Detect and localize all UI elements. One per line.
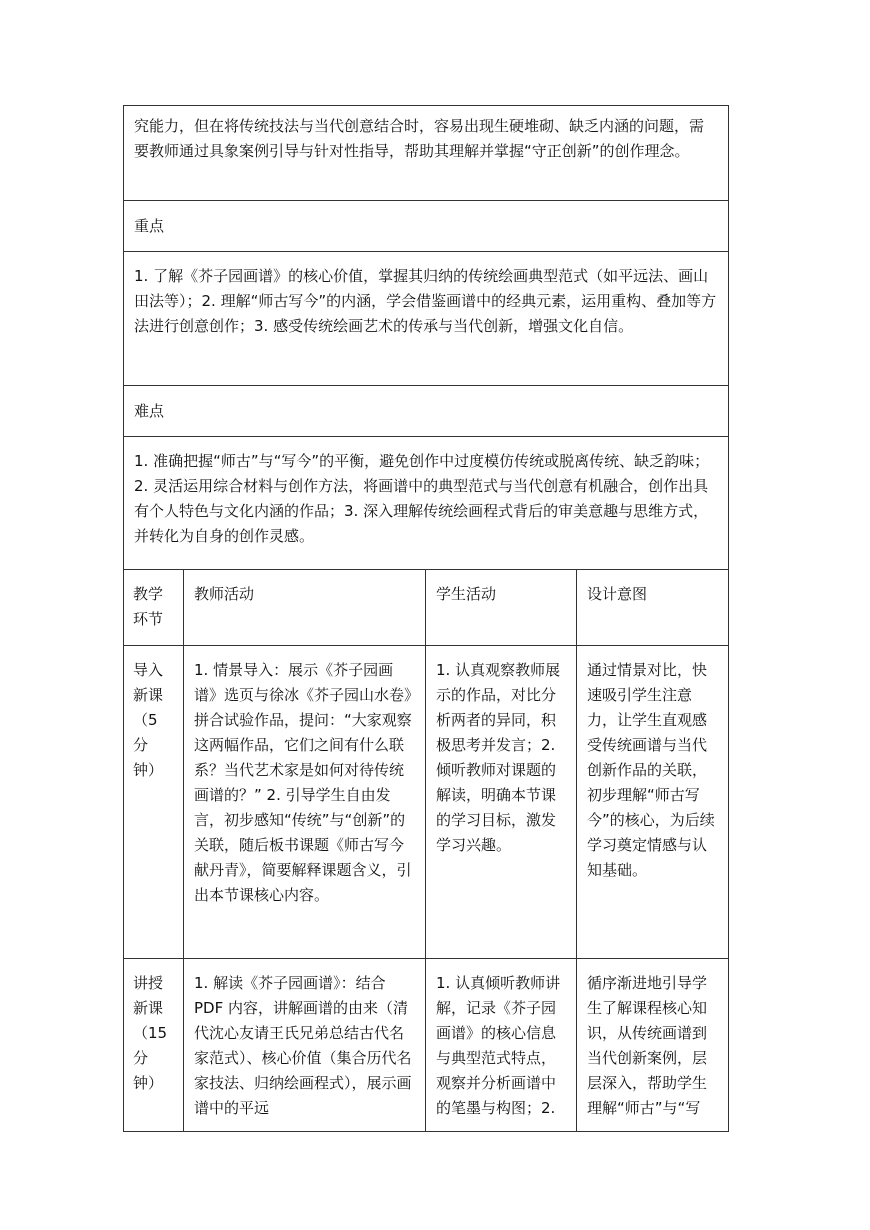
design-intent-cell [577, 646, 729, 959]
teacher-activity: 1. 解读《芥子园画谱》：结合 PDF 内容，讲解画谱的由来（清代沈心友请王氏兄弟总结古代名家范式）、核心价值（集合历代名家技法、归纳绘画程式），展示画谱中的平远 [194, 974, 412, 1117]
lesson-plan-table [123, 105, 729, 1132]
difficulties-text-cell [124, 437, 729, 570]
header-teacher: 教师活动 [194, 585, 255, 603]
header-student: 学生活动 [436, 585, 497, 603]
teacher-activity-cell [184, 959, 426, 1132]
difficulties-label-row [124, 386, 729, 437]
header-intent-cell [577, 570, 729, 646]
analysis-text-row [124, 106, 729, 201]
difficulties-label-cell [124, 386, 729, 437]
key-points-text-row [124, 252, 729, 386]
key-points-label-row [124, 201, 729, 252]
stage-label: 讲授 新课 （15 分 钟） [133, 974, 168, 1092]
student-activity-cell [426, 959, 577, 1132]
table-row [124, 959, 729, 1132]
stage-cell [124, 959, 184, 1132]
key-points-label-cell [124, 201, 729, 252]
design-intent: 循序渐进地引导学生了解课程核心知识，从传统画谱到当代创新案例，层层深入，帮助学生理解“师古”与“写 [587, 974, 708, 1117]
analysis-text-cell [124, 106, 729, 201]
teacher-activity: 1. 情景导入：展示《芥子园画谱》选页与徐冰《芥子园山水卷》拼合试验作品，提问：“大家观察这两幅作品，它们之间有什么联系？当代艺术家是如何对待传统画谱的？” 2. 引导学生自由发言，初步感知“传统”与“创新”的关联，随后板书课题《师古写今献丹青》，简要解释课题含义，引出本节课核心内容。 [194, 661, 412, 904]
difficulties-text: 1. 准确把握“师古”与“写今”的平衡，避免创作中过度模仿传统或脱离传统、缺乏韵味；2. 灵活运用综合材料与创作方法，将画谱中的典型范式与当代创意有机融合，创作出具有个人特色与文化内涵的作品；3. 深入理解传统绘画程式背后的审美意趣与思维方式，并转化为自身的创作灵感。 [134, 452, 710, 545]
design-intent-cell [577, 959, 729, 1132]
key-points-text-cell [124, 252, 729, 386]
design-intent: 通过情景对比，快速吸引学生注意力，让学生直观感受传统画谱与当代创新作品的关联，初步理解“师古写今”的核心，为后续学习奠定情感与认知基础。 [587, 661, 715, 879]
student-activity: 1. 认真倾听教师讲解，记录《芥子园画谱》的核心信息与典型范式特点，观察并分析画谱中的笔墨与构图；2. [436, 974, 561, 1117]
teacher-activity-cell [184, 646, 426, 959]
stage-cell [124, 646, 184, 959]
student-activity-cell [426, 646, 577, 959]
difficulties-text-row [124, 437, 729, 570]
header-teacher-cell [184, 570, 426, 646]
header-intent: 设计意图 [587, 585, 648, 603]
lesson-plan-document [123, 105, 728, 1132]
stage-label: 导入 新课 （5 分 钟） [133, 661, 164, 779]
table-row [124, 646, 729, 959]
key-points-text: 1. 了解《芥子园画谱》的核心价值，掌握其归纳的传统绘画典型范式（如平远法、画山田法等）；2. 理解“师古写今”的内涵，学会借鉴画谱中的经典元素，运用重构、叠加等方法进行创意创作；3. 感受传统绘画艺术的传承与当代创新，增强文化自信。 [134, 267, 717, 335]
key-points-label: 重点 [134, 217, 165, 235]
student-activity: 1. 认真观察教师展示的作品，对比分析两者的异同，积极思考并发言；2. 倾听教师对课题的解读，明确本节课的学习目标，激发学习兴趣。 [436, 661, 561, 854]
header-stage-cell [124, 570, 184, 646]
difficulties-label: 难点 [134, 402, 165, 420]
process-header-row [124, 570, 729, 646]
header-student-cell [426, 570, 577, 646]
analysis-text: 究能力，但在将传统技法与当代创意结合时，容易出现生硬堆砌、缺乏内涵的问题，需要教师通过具象案例引导与针对性指导，帮助其理解并掌握“守正创新”的创作理念。 [134, 117, 705, 160]
header-stage: 教学 环节 [133, 585, 164, 628]
